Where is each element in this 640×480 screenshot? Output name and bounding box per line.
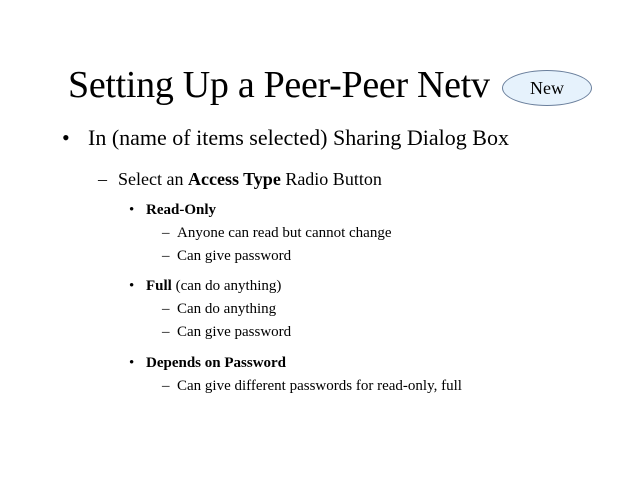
- bullet-marker: •: [129, 202, 135, 218]
- bullet-level3-depends-on-password: [129, 354, 529, 373]
- text-bold: Full: [146, 278, 172, 294]
- bullet-level4: [162, 323, 602, 342]
- bullet-level1: [62, 125, 622, 151]
- bullet-text: [118, 168, 382, 190]
- bullet-text: [146, 277, 281, 296]
- text-pre: Select an: [118, 169, 188, 189]
- bullet-text: In (name of items selected) Sharing Dialog Box: [88, 125, 509, 150]
- bullet-marker: •: [62, 125, 70, 150]
- slide-title: Setting Up a Peer-Peer Netv: [68, 64, 490, 106]
- bullet-text: [146, 201, 216, 220]
- new-badge: New: [502, 70, 592, 106]
- bullet-level3-read-only: [129, 201, 529, 220]
- dash-marker: –: [162, 301, 170, 317]
- text-bold: Access Type: [187, 169, 281, 189]
- bullet-text: Can give password: [177, 248, 292, 264]
- bullet-marker: •: [129, 355, 135, 371]
- dash-marker: –: [162, 225, 170, 241]
- bullet-level4: [162, 247, 602, 266]
- text-rest: (can do anything): [171, 278, 282, 294]
- dash-marker: –: [162, 378, 170, 394]
- bullet-text: Can give different passwords for read-only, full: [177, 378, 462, 394]
- bullet-level4: [162, 377, 602, 396]
- bullet-text: [146, 354, 286, 373]
- bullet-level4: [162, 300, 602, 319]
- dash-marker: –: [98, 169, 107, 189]
- bullet-level3-full: [129, 277, 529, 296]
- dash-marker: –: [162, 324, 170, 340]
- text-post: Radio Button: [280, 169, 382, 189]
- bullet-text: Can do anything: [177, 301, 277, 317]
- text-bold: Depends on Password: [146, 355, 287, 371]
- dash-marker: –: [162, 248, 170, 264]
- bullet-text: Anyone can read but cannot change: [177, 225, 392, 241]
- bullet-marker: •: [129, 278, 135, 294]
- bullet-level4: [162, 224, 602, 243]
- bullet-text: Can give password: [177, 324, 292, 340]
- bullet-level2: [98, 168, 598, 190]
- text-bold: Read-Only: [146, 202, 217, 218]
